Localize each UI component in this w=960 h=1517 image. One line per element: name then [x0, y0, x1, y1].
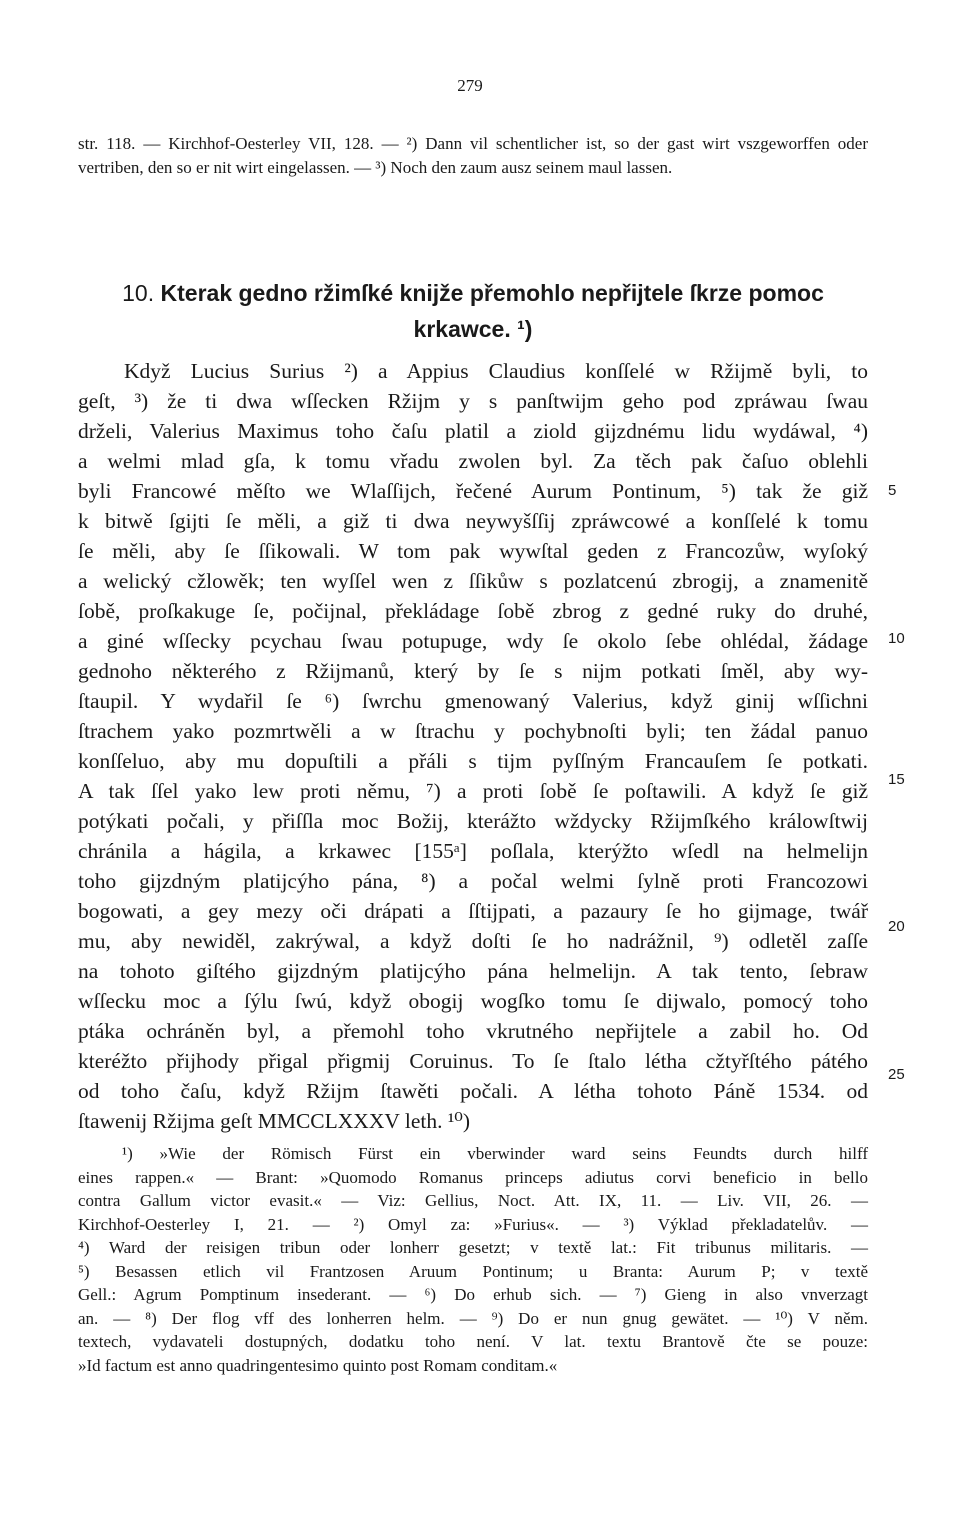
text-line: ſe měli, aby ſe ſſikowali. W tom pak wywſtal geden z Francozůw, wyſoký — [78, 539, 868, 563]
chapter-heading-line-1 — [78, 275, 868, 311]
chapter-number: 10. — [122, 280, 155, 306]
text-line: chránila a hágila, a krkawec [155ᵃ] poſlala, kterýžto wſedl na helmelijn — [78, 839, 868, 863]
text-line: ſtawenij Ržijma geſt MMCCLXXXV leth. ¹⁰) — [78, 1109, 471, 1133]
text-line: a welmi mlad gſa, k tomu vřadu zwolen byl. Za těch pak čaſuo oblehli — [78, 449, 868, 473]
top-footnote-continuation: str. 118. — Kirchhof-Oesterley VII, 128. — ²) Dann vil schentlicher ist, so der gast wirt vszgeworffen oder vertriben, den so er nit wirt eingelassen. — ³) Noch den zaum ausz seinem maul lassen. — [78, 134, 868, 177]
page-number: 279 — [457, 76, 483, 95]
main-text — [78, 356, 868, 1136]
text-line: bogowati, a gey mezy oči drápati a ſſtijpati, a pazaury ſe ho gijmage, twář — [78, 899, 868, 923]
text-line: Když Lucius Surius ²) a Appius Claudius konſſelé w Ržijmě byli, to — [124, 359, 868, 383]
text-line: mu, aby newiděl, zakrýwal, a když doſti ſe ho nadrážnil, ⁹) odletěl zaſſe — [78, 929, 868, 953]
chapter-heading — [78, 275, 868, 347]
footnote-line: ¹) »Wie der Römisch Fürst ein vberwinder ward seins Feundts durch hilff — [122, 1144, 868, 1163]
text-line: a giné wſſecky pcychau ſwau potupuge, wdy ſe okolo ſebe ohlédal, žádage — [78, 629, 868, 653]
text-line: toho gijzdným platijcýho pána, ⁸) a počal welmi ſylně proti Francozowi — [78, 869, 868, 893]
line-number: 5 — [888, 482, 897, 499]
text-line: ſobě, proſkakuge ſe, počijnal, překládage ſobě zbrog z gedné ruky do druhé, — [78, 599, 868, 623]
chapter-heading-line-2: krkawce. ¹) — [413, 316, 533, 342]
text-line: wſſecku moc a ſýlu ſwú, když obogij wogſko tomu ſe dijwalo, pomocý toho — [78, 989, 868, 1013]
text-line: A tak ſſel yako lew proti němu, ⁷) a proti ſobě ſe poſtawili. A když ſe giž — [78, 779, 868, 803]
text-line: drželi, Valerius Maximus toho čaſu platil a ziold gijzdnému lidu wydáwal, ⁴) — [78, 419, 868, 443]
chapter-title: Kterak gedno ržimſké knijže přemohlo nepřijtele ſkrze pomoc — [160, 280, 824, 306]
text-line: k bitwě ſgijti ſe měli, a giž ti dwa neywyšſſij zpráwcowé a konſſelé k tomu — [78, 509, 868, 533]
text-line: kteréžto přijhody přigal přigmij Coruinus. To ſe ſtalo létha cžtyřſtého pátého — [78, 1049, 868, 1073]
text-line: a welický cžlowěk; ten wyſſel wen z ſſikůw s pozlatcenú zbrogij, a znamenitě — [78, 569, 868, 593]
line-number: 25 — [888, 1066, 905, 1083]
line-number: 10 — [888, 630, 905, 647]
footnote-line: contra Gallum victor evasit.« — Viz: Gellius, Noct. Att. IX, 11. — Liv. VII, 26. — — [78, 1191, 868, 1210]
footnote-line: eines rappen.« — Brant: »Quomodo Romanus princeps adiutus corvi beneficio in bello — [78, 1167, 868, 1187]
text-line: konſſeluo, aby mu dopuſtili a přáli s tijm pyſſným Francauſem ſe potkati. — [78, 749, 868, 773]
text-line: ſtrachem yako pozmrtwěli a w ſtrachu y pochybnoſti byli; ten žádal panuo — [78, 719, 868, 743]
text-line: byli Francowé měſto we Wlaſſijch, řečené Aurum Pontinum, ⁵) tak že giž — [78, 479, 868, 503]
footnote-line: Gell.: Agrum Pomptinum insederant. — ⁶) Do erhub sich. — ⁷) Gieng in also vnverzagt — [78, 1285, 868, 1304]
footnote-line: ⁴) Ward der reisigen tribun oder lonherr gesetzt; v textě lat.: Fit tribunus militaris. — — [78, 1238, 868, 1257]
text-line: ptáka ochráněn byl, a přemohl toho vkrutného nepřijtele a zabil ho. Od — [78, 1019, 868, 1043]
footnote-line: textech, vydavateli dostupných, dodatku toho není. V lat. textu Brantově čte se pouze: — [78, 1332, 868, 1351]
line-number: 15 — [888, 771, 905, 788]
text-line: potýkati počali, y přiſſla moc Božij, kterážto wždycky Ržijmſkého králowſtwij — [78, 809, 868, 833]
text-line: na tohoto giſtého gijzdným platijcýho pána helmelijn. A tak tento, ſebraw — [78, 959, 868, 983]
footnote-line: ⁵) Besassen etlich vil Frantzosen Aruum Pontinum; u Branta: Aurum P; v textě — [78, 1261, 868, 1281]
footnote-line: Kirchhof-Oesterley I, 21. — ²) Omyl za: »Furius«. — ³) Výklad překladatelův. — — [78, 1214, 868, 1234]
text-line: ſtaupil. Y wydařil ſe ⁶) ſwrchu gmenowaný Valerius, když ginij wſſichni — [78, 689, 868, 713]
text-line: gednoho některého z Ržijmanů, který by ſe s nijm potkati ſměl, aby wy- — [78, 659, 868, 683]
line-number: 20 — [888, 918, 905, 935]
footnote-line: an. — ⁸) Der flog vff des lonherren helm. — ⁹) Do er nun gnug gewätet. — ¹⁰) V něm. — [78, 1308, 868, 1328]
text-line: od toho čaſu, když Ržijm ſtawěti počali. A létha tohoto Páně 1534. od — [78, 1079, 868, 1103]
footnotes — [78, 1142, 868, 1377]
text-line: geſt, ³) že ti dwa wſſecken Ržijm y s panſtwijm geho pod zpráwau ſwau — [78, 389, 868, 413]
footnote-line: »Id factum est anno quadringentesimo quinto post Romam conditam.« — [78, 1355, 558, 1375]
